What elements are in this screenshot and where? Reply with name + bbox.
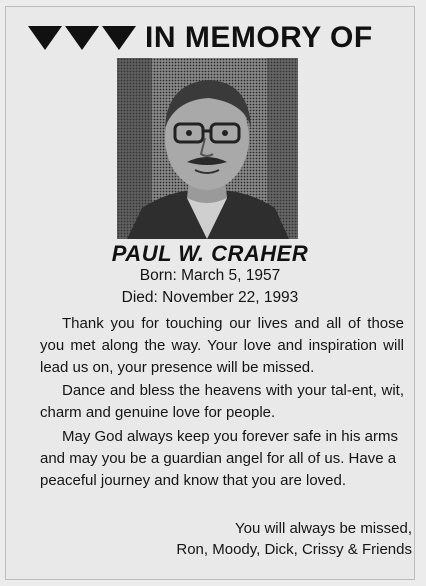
death-date: Died: November 22, 1993 (121, 289, 299, 306)
memorial-message (40, 313, 404, 493)
triangle-down-icon (28, 26, 62, 50)
portrait-photo (117, 58, 298, 239)
triangle-down-icon (102, 26, 136, 50)
birth-date: Born: March 5, 1957 (139, 267, 281, 284)
triangle-down-icon (65, 26, 99, 50)
portrait-image (117, 58, 298, 239)
signature-line: Ron, Moody, Dick, Crissy & Friends (176, 541, 412, 558)
notice-header (28, 23, 373, 53)
deceased-name: PAUL W. CRAHER (111, 241, 309, 266)
message-paragraph: Thank you for touching our lives and all of those you met along the way. Your love and inspiration will lead us on, your presence will be missed. (40, 315, 404, 376)
message-paragraph: May God always keep you forever safe in his arms and may you be a guardian angel for all of us. Have a peaceful journey and know that you are loved. (40, 427, 398, 489)
closing-line: You will always be missed, (234, 520, 412, 537)
notice-title: IN MEMORY OF (145, 21, 373, 54)
message-paragraph: Dance and bless the heavens with your tal-ent, wit, charm and genuine love for people. (40, 382, 404, 422)
